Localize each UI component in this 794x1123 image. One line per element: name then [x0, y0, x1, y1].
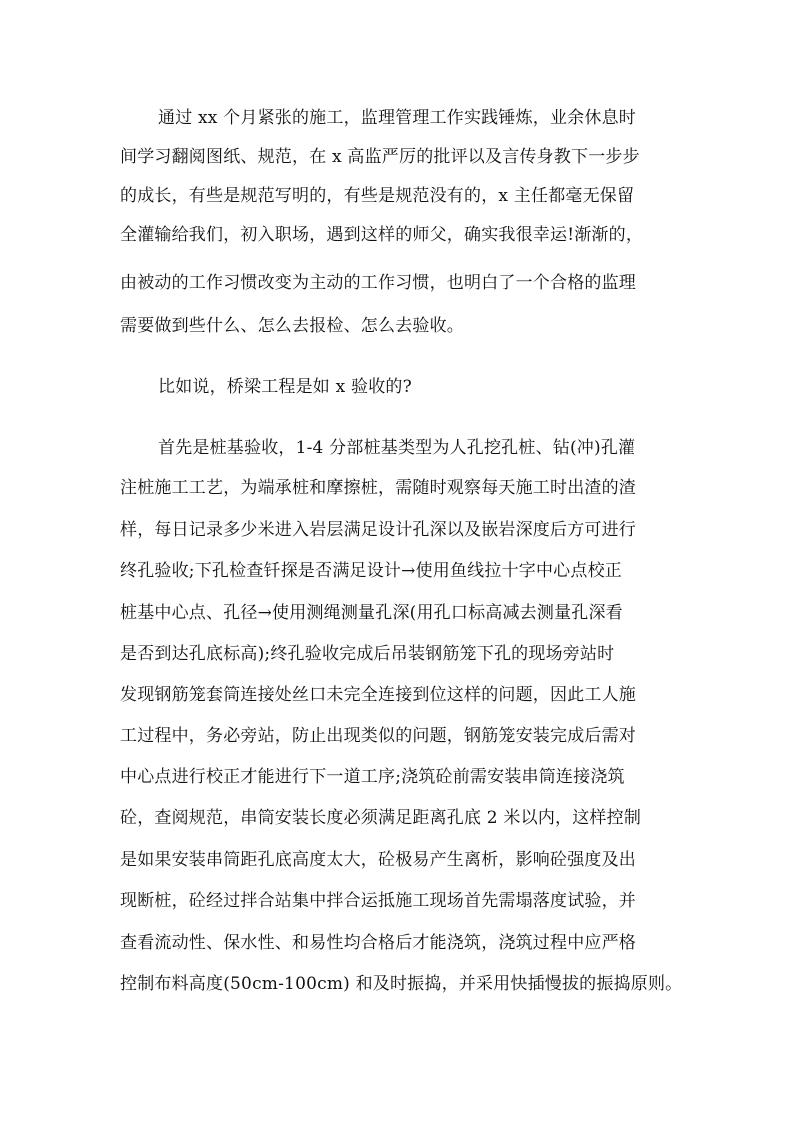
paragraph-line: 终孔验收;下孔检查钎探是否满足设计→使用鱼线拉十字中心点校正: [120, 561, 622, 581]
paragraph-line: 现断桩，砼经过拌合站集中拌合运抵施工现场首先需塌落度试验，并: [120, 891, 636, 911]
paragraph-line: 间学习翻阅图纸、规范，在 x 高监严厉的批评以及言传身教下一步步: [120, 147, 640, 167]
paragraph-line: 首先是桩基验收，1-4 分部桩基类型为人孔挖孔桩、钻(冲)孔灌: [158, 438, 636, 458]
paragraph-line: 的成长，有些是规范写明的，有些是规范没有的，x 主任都毫无保留: [120, 186, 635, 206]
paragraph-line: 需要做到些什么、怎么去报检、怎么去验收。: [120, 316, 464, 336]
paragraph-line: 中心点进行校正才能进行下一道工序;浇筑砼前需安装串筒连接浇筑: [120, 767, 625, 787]
paragraph-line: 控制布料高度(50cm-100cm) 和及时振捣，并采用快插慢拔的振捣原则。: [120, 974, 683, 994]
paragraph-line: 是如果安装串筒距孔底高度太大，砼极易产生离析，影响砼强度及出: [120, 850, 636, 870]
paragraph-line: 查看流动性、保水性、和易性均合格后才能浇筑，浇筑过程中应严格: [120, 933, 636, 953]
paragraph-line: 通过 xx 个月紧张的施工，监理管理工作实践锤炼，业余休息时: [158, 108, 636, 128]
paragraph-line: 由被动的工作习惯改变为主动的工作习惯，也明白了一个合格的监理: [120, 273, 636, 293]
paragraph-line: 桩基中心点、孔径→使用测绳测量孔深(用孔口标高减去测量孔深看: [120, 603, 623, 623]
paragraph-line: 工过程中，务必旁站，防止出现类似的问题，钢筋笼安装完成后需对: [120, 726, 636, 746]
paragraph-line: 比如说，桥梁工程是如 x 验收的?: [158, 377, 412, 397]
paragraph-line: 发现钢筋笼套筒连接处丝口未完全连接到位这样的问题，因此工人施: [120, 685, 636, 705]
paragraph-line: 样，每日记录多少米进入岩层满足设计孔深以及嵌岩深度后方可进行: [120, 520, 636, 540]
paragraph-line: 全灌输给我们，初入职场，遇到这样的师父，确实我很幸运!渐渐的，: [120, 225, 644, 245]
paragraph-line: 是否到达孔底标高);终孔验收完成后吊装钢筋笼下孔的现场旁站时: [120, 644, 615, 664]
paragraph-line: 砼，查阅规范，串筒安装长度必须满足距离孔底 2 米以内，这样控制: [120, 808, 642, 828]
paragraph-line: 注桩施工工艺，为端承桩和摩擦桩，需随时观察每天施工时出渣的渣: [120, 478, 636, 498]
